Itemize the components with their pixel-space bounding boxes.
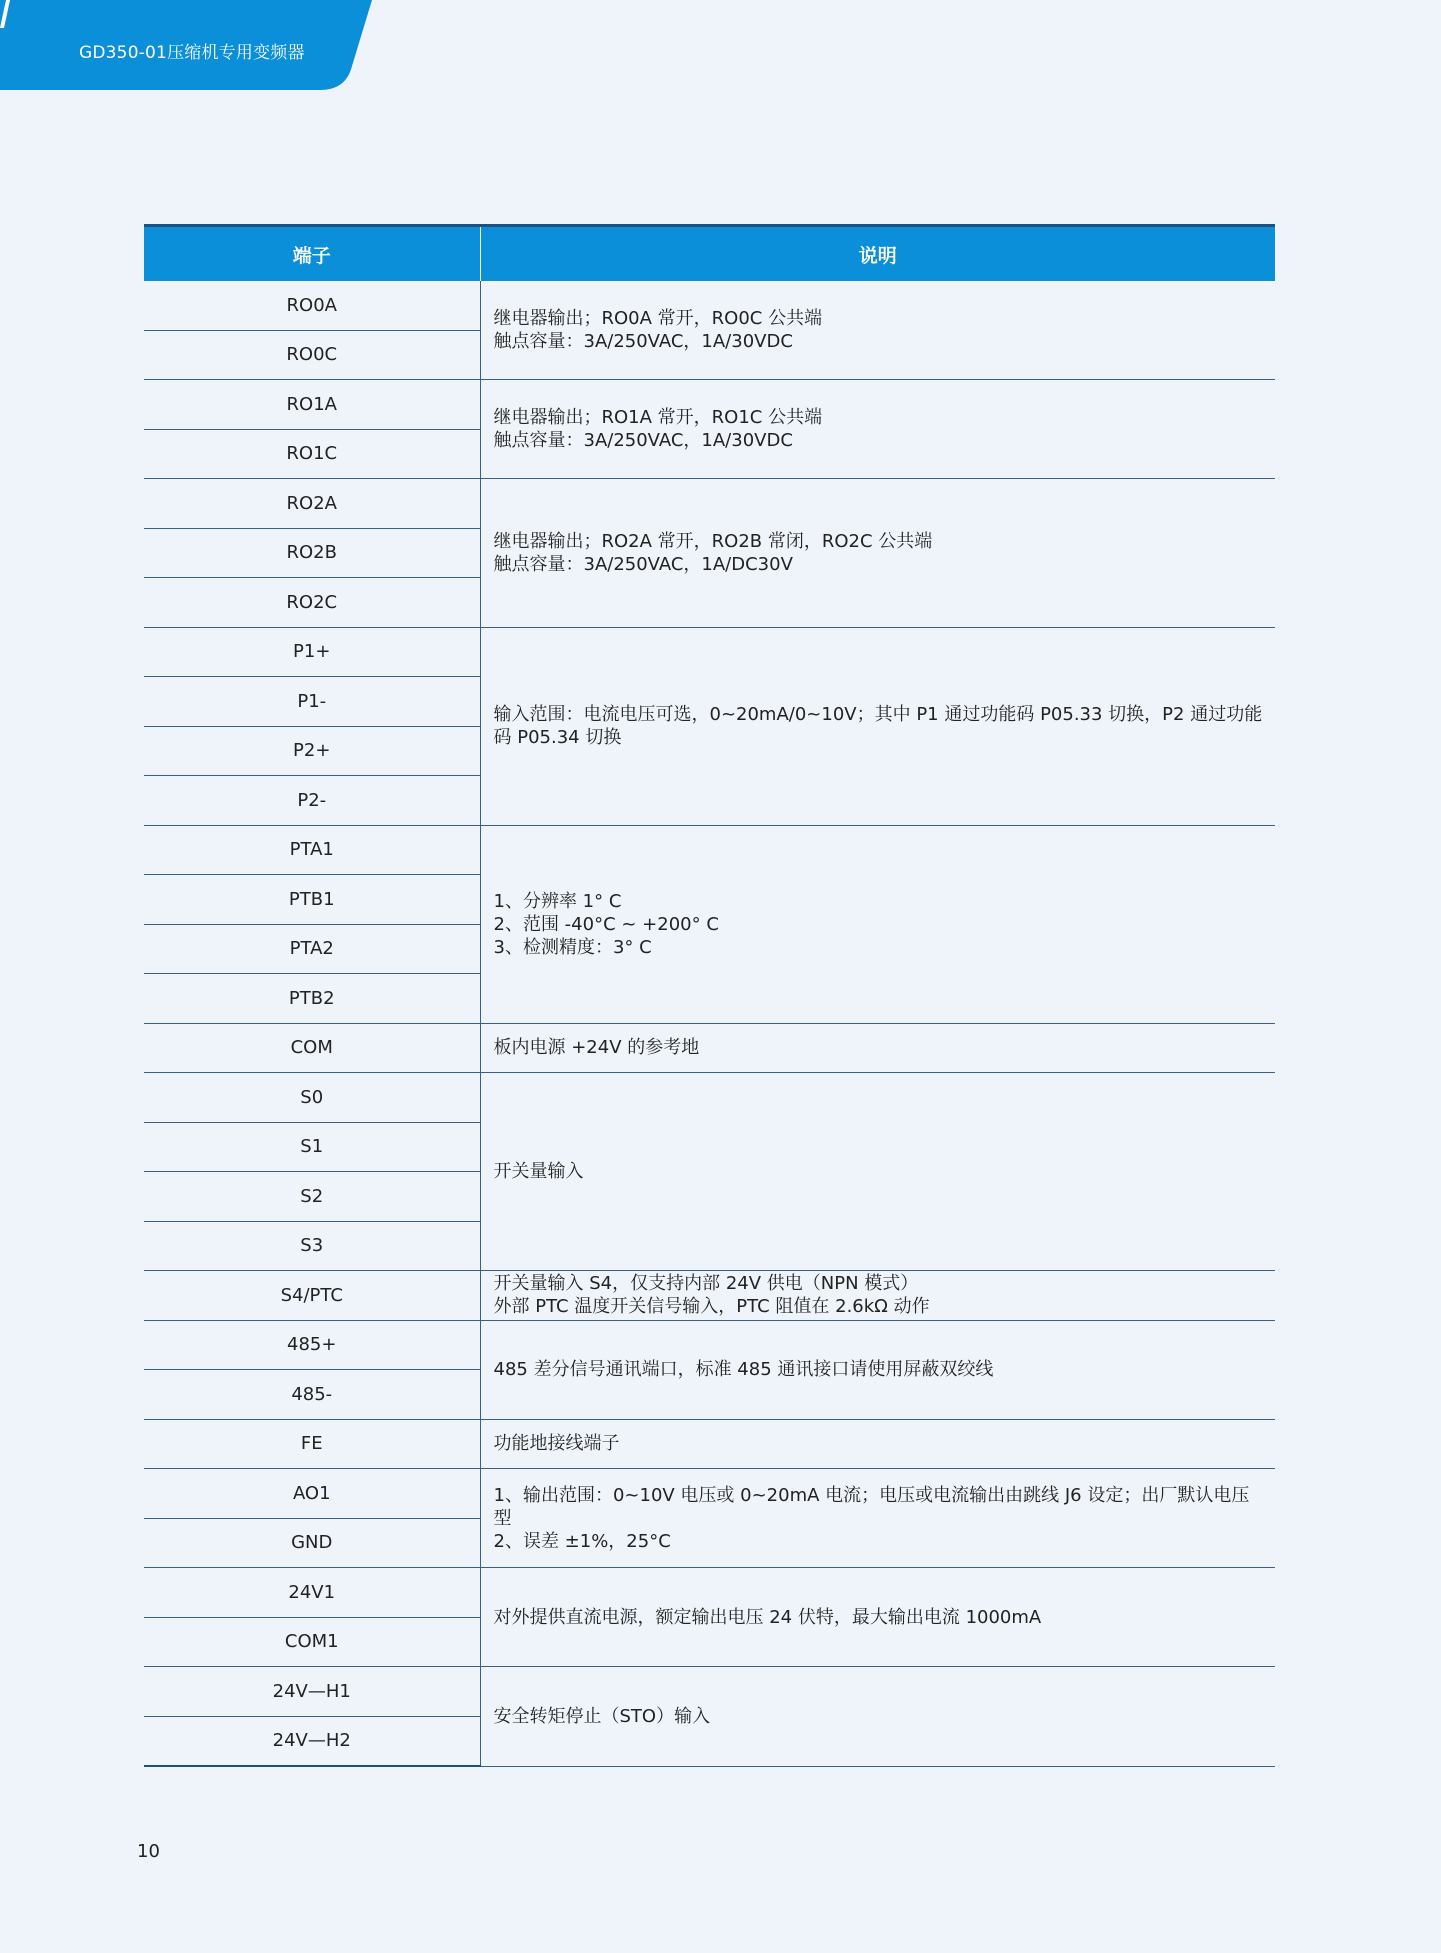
description-cell — [480, 1667, 1275, 1767]
terminal-cell: S0 — [144, 1073, 480, 1123]
terminal-cell: P1- — [144, 677, 480, 727]
terminal-cell: RO2B — [144, 528, 480, 578]
terminal-cell: PTB1 — [144, 875, 480, 925]
description-line: 开关量输入 — [493, 1161, 584, 1182]
terminal-cell: RO2A — [144, 479, 480, 529]
description-line: 输入范围：电流电压可选，0~20mA/0~10V；其中 P1 通过功能码 P05.33 切换，P2 通过功能码 P05.34 切换 — [493, 704, 1263, 748]
terminal-cell: 24V—H2 — [144, 1716, 480, 1766]
terminal-cell: 485+ — [144, 1320, 480, 1370]
table-row — [144, 1073, 1275, 1123]
table-row — [144, 1419, 1275, 1469]
description-line: 继电器输出；RO2A 常开，RO2B 常闭，RO2C 公共端 — [493, 530, 933, 552]
terminal-cell: COM — [144, 1023, 480, 1073]
terminal-cell: RO0C — [144, 330, 480, 380]
description-line: 功能地接线端子 — [493, 1433, 620, 1455]
description-line: 2、误差 ±1%，25°C — [493, 1530, 671, 1552]
description-cell — [480, 1320, 1275, 1419]
description-cell — [480, 1271, 1275, 1321]
terminal-cell: PTB2 — [144, 974, 480, 1024]
terminal-cell: COM1 — [144, 1617, 480, 1667]
slash-icon — [0, 0, 10, 28]
terminal-cell: 24V1 — [144, 1568, 480, 1618]
description-cell — [480, 479, 1275, 628]
document-title: GD350-01压缩机专用变频器 — [79, 43, 305, 63]
table-row — [144, 281, 1275, 330]
description-line: 触点容量：3A/250VAC，1A/DC30V — [493, 553, 793, 575]
table-body — [144, 281, 1275, 1766]
table-row — [144, 1271, 1275, 1321]
table-row — [144, 1320, 1275, 1370]
description-line: 1、输出范围：0~10V 电压或 0~20mA 电流；电压或电流输出由跳线 J6 设定；出厂默认电压型 — [493, 1484, 1250, 1529]
terminal-cell: P2+ — [144, 726, 480, 776]
table-row — [144, 479, 1275, 529]
header-tab — [0, 0, 372, 90]
description-line: 触点容量：3A/250VAC，1A/30VDC — [493, 331, 793, 352]
description-line: 触点容量：3A/250VAC，1A/30VDC — [493, 430, 793, 451]
terminal-cell: GND — [144, 1518, 480, 1568]
description-line: 继电器输出；RO0A 常开，RO0C 公共端 — [493, 308, 823, 329]
description-cell — [480, 281, 1275, 380]
description-cell — [480, 1469, 1275, 1568]
table-row — [144, 627, 1275, 677]
terminal-cell: P2- — [144, 776, 480, 826]
description-cell — [480, 1419, 1275, 1469]
terminal-cell: 24V—H1 — [144, 1667, 480, 1717]
terminal-cell: S3 — [144, 1221, 480, 1271]
terminal-cell: RO0A — [144, 281, 480, 330]
description-line: 对外提供直流电源，额定输出电压 24 伏特，最大输出电流 1000mA — [493, 1606, 1042, 1628]
terminal-table — [144, 224, 1275, 1767]
description-cell — [480, 1073, 1275, 1271]
description-cell — [480, 1568, 1275, 1667]
terminal-cell: FE — [144, 1419, 480, 1469]
table-row — [144, 1667, 1275, 1717]
terminal-cell: S2 — [144, 1172, 480, 1222]
terminal-cell: S4/PTC — [144, 1271, 480, 1321]
description-line: 开关量输入 S4，仅支持内部 24V 供电（NPN 模式） — [493, 1273, 919, 1295]
table-row — [144, 1023, 1275, 1073]
terminal-cell: PTA2 — [144, 924, 480, 974]
description-line: 3、检测精度：3° C — [493, 936, 652, 958]
terminal-cell: RO2C — [144, 578, 480, 628]
table-row — [144, 825, 1275, 875]
description-line: 485 差分信号通讯端口，标准 485 通讯接口请使用屏蔽双绞线 — [493, 1359, 994, 1380]
description-cell — [480, 1023, 1275, 1073]
description-line: 2、范围 -40°C ~ +200° C — [493, 913, 719, 935]
description-line: 安全转矩停止（STO）输入 — [493, 1705, 711, 1727]
table-row — [144, 1568, 1275, 1618]
terminal-cell: PTA1 — [144, 825, 480, 875]
description-line: 外部 PTC 温度开关信号输入，PTC 阻值在 2.6kΩ 动作 — [493, 1296, 930, 1318]
header-terminal: 端子 — [144, 226, 480, 282]
terminal-cell: 485- — [144, 1370, 480, 1420]
table-header-row — [144, 226, 1275, 282]
description-cell — [480, 627, 1275, 825]
terminal-cell: RO1C — [144, 429, 480, 479]
terminal-cell: P1+ — [144, 627, 480, 677]
description-line: 板内电源 +24V 的参考地 — [493, 1037, 700, 1059]
page-number: 10 — [137, 1841, 160, 1862]
table-row — [144, 380, 1275, 430]
header-description: 说明 — [480, 226, 1275, 282]
terminal-cell: AO1 — [144, 1469, 480, 1519]
terminal-cell: S1 — [144, 1122, 480, 1172]
terminal-cell: RO1A — [144, 380, 480, 430]
description-line: 继电器输出；RO1A 常开，RO1C 公共端 — [493, 407, 823, 428]
table-row — [144, 1469, 1275, 1519]
description-cell — [480, 380, 1275, 479]
description-line: 1、分辨率 1° C — [493, 890, 622, 912]
description-cell — [480, 825, 1275, 1023]
